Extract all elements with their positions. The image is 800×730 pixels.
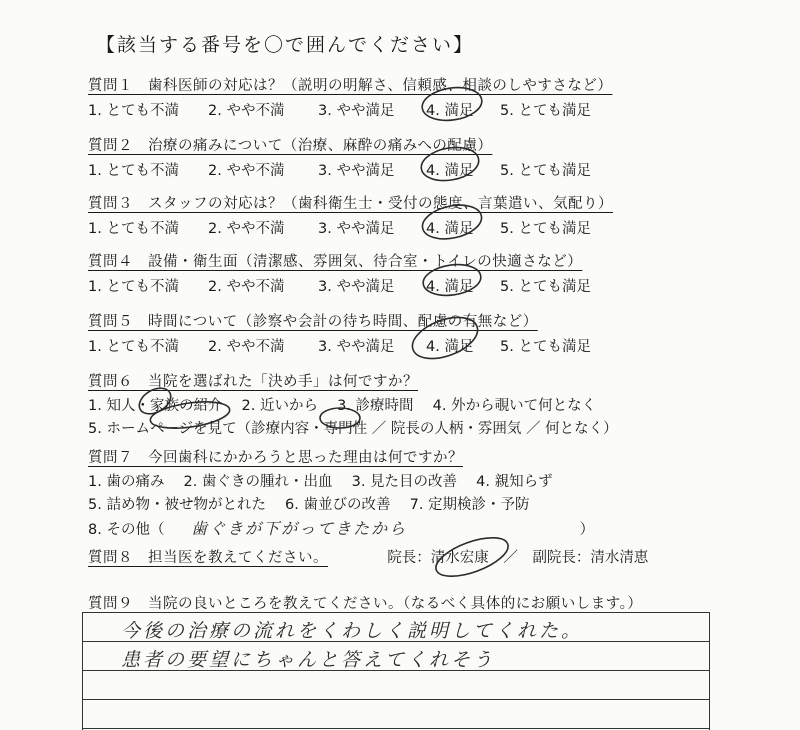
option-1[interactable]: 1. とても不満	[88, 339, 179, 355]
question-2-options	[88, 159, 591, 179]
question-8-heading: 質問８ 担当医を教えてください。	[88, 550, 328, 566]
option-5[interactable]: 5. とても満足	[500, 163, 591, 179]
option-2[interactable]: 2. やや不満	[208, 339, 285, 355]
option-4[interactable]: 4. 満足	[426, 103, 474, 119]
option-3[interactable]: 3. やや満足	[318, 163, 395, 179]
question-4-heading: 質問４ 設備・衛生面（清潔感、雰囲気、待合室・トイレの快適さなど）	[88, 254, 583, 270]
option-1[interactable]: 1. とても不満	[88, 163, 179, 179]
question-7-options-line1[interactable]: 1. 歯の痛み 2. 歯ぐきの腫れ・出血 3. 見た目の改善 4. 親知らず	[88, 474, 553, 490]
question-9-heading: 質問９ 当院の良いところを教えてください。（なるべく具体的にお願いします。）	[88, 596, 643, 612]
option-5[interactable]: 5. とても満足	[500, 339, 591, 355]
question-1-heading: 質問１ 歯科医師の対応は？（説明の明解さ、信頼感、相談のしやすさなど）	[88, 78, 613, 94]
question-6-options-line1[interactable]: 1. 知人・家族の紹介 2. 近いから 3. 診療時間 4. 外から覗いて何となく	[88, 398, 597, 414]
option-1[interactable]: 1. とても不満	[88, 279, 179, 295]
question-6-heading: 質問６ 当院を選ばれた「決め手」は何ですか？	[88, 374, 418, 390]
option-2[interactable]: 2. やや不満	[208, 279, 285, 295]
question-1	[88, 74, 612, 119]
question-2-heading: 質問２ 治療の痛みについて（治療、麻酔の痛みへの配慮）	[88, 138, 493, 154]
question-7	[88, 446, 594, 536]
question-4	[88, 250, 591, 295]
comment-row-3[interactable]	[83, 671, 709, 700]
other-label: 8. その他（	[88, 522, 165, 538]
option-3[interactable]: 3. やや満足	[318, 221, 395, 237]
other-close-paren: ）	[579, 522, 595, 538]
question-6-options-line2[interactable]: 5. ホームページを見て（診療内容・専門性 ／ 院長の人柄・雰囲気 ／ 何となく）	[88, 421, 618, 437]
question-6	[88, 370, 618, 437]
question-1-options	[88, 99, 612, 119]
question-7-options-line2[interactable]: 5. 詰め物・被せ物がとれた 6. 歯並びの改善 7. 定期検診・予防	[88, 497, 530, 513]
question-5-options	[88, 335, 591, 355]
option-4[interactable]: 4. 満足	[426, 163, 474, 179]
option-2[interactable]: 2. やや不満	[208, 103, 285, 119]
question-3	[88, 192, 613, 237]
question-5-heading: 質問５ 時間について（診察や会計の待ち時間、配慮の有無など）	[88, 314, 538, 330]
option-5[interactable]: 5. とても満足	[500, 221, 591, 237]
option-3[interactable]: 3. やや満足	[318, 279, 395, 295]
question-4-options	[88, 275, 591, 295]
option-4[interactable]: 4. 満足	[426, 339, 474, 355]
question-3-options	[88, 217, 613, 237]
option-4[interactable]: 4. 満足	[426, 279, 474, 295]
question-5	[88, 310, 591, 355]
option-1[interactable]: 1. とても不満	[88, 221, 179, 237]
comment-row-2[interactable]	[83, 642, 709, 671]
question-7-other-line	[88, 516, 594, 536]
form-title: 【該当する番号を〇で囲んでください】	[96, 34, 475, 56]
other-handwritten-answer[interactable]: 歯ぐきが下がってきたから	[191, 519, 408, 538]
comment-row-1[interactable]	[83, 613, 709, 642]
question-8: 質問８ 担当医を教えてください。 院長：清水宏康 ／ 副院長：清水清恵	[88, 550, 649, 566]
doctor-option-vice-director[interactable]: 副院長：清水清恵	[532, 550, 649, 566]
question-2	[88, 134, 591, 179]
handwritten-comment-line1: 今後の治療の流れをくわしく説明してくれた。	[121, 620, 584, 642]
option-4[interactable]: 4. 満足	[426, 221, 474, 237]
option-1[interactable]: 1. とても不満	[88, 103, 179, 119]
option-5[interactable]: 5. とても満足	[500, 279, 591, 295]
option-3[interactable]: 3. やや満足	[318, 103, 395, 119]
question-9	[88, 592, 642, 613]
option-2[interactable]: 2. やや不満	[208, 163, 285, 179]
free-comment-box[interactable]	[82, 612, 710, 730]
doctor-option-director[interactable]: 院長：清水宏康	[387, 550, 489, 566]
option-5[interactable]: 5. とても満足	[500, 103, 591, 119]
question-3-heading: 質問３ スタッフの対応は？（歯科衛生士・受付の態度、言葉遣い、気配り）	[88, 196, 613, 212]
handwritten-comment-line2: 患者の要望にちゃんと答えてくれそう	[121, 649, 496, 671]
comment-row-4[interactable]	[83, 700, 709, 729]
question-7-heading: 質問７ 今回歯科にかかろうと思った理由は何ですか？	[88, 450, 463, 466]
option-3[interactable]: 3. やや満足	[318, 339, 395, 355]
option-2[interactable]: 2. やや不満	[208, 221, 285, 237]
